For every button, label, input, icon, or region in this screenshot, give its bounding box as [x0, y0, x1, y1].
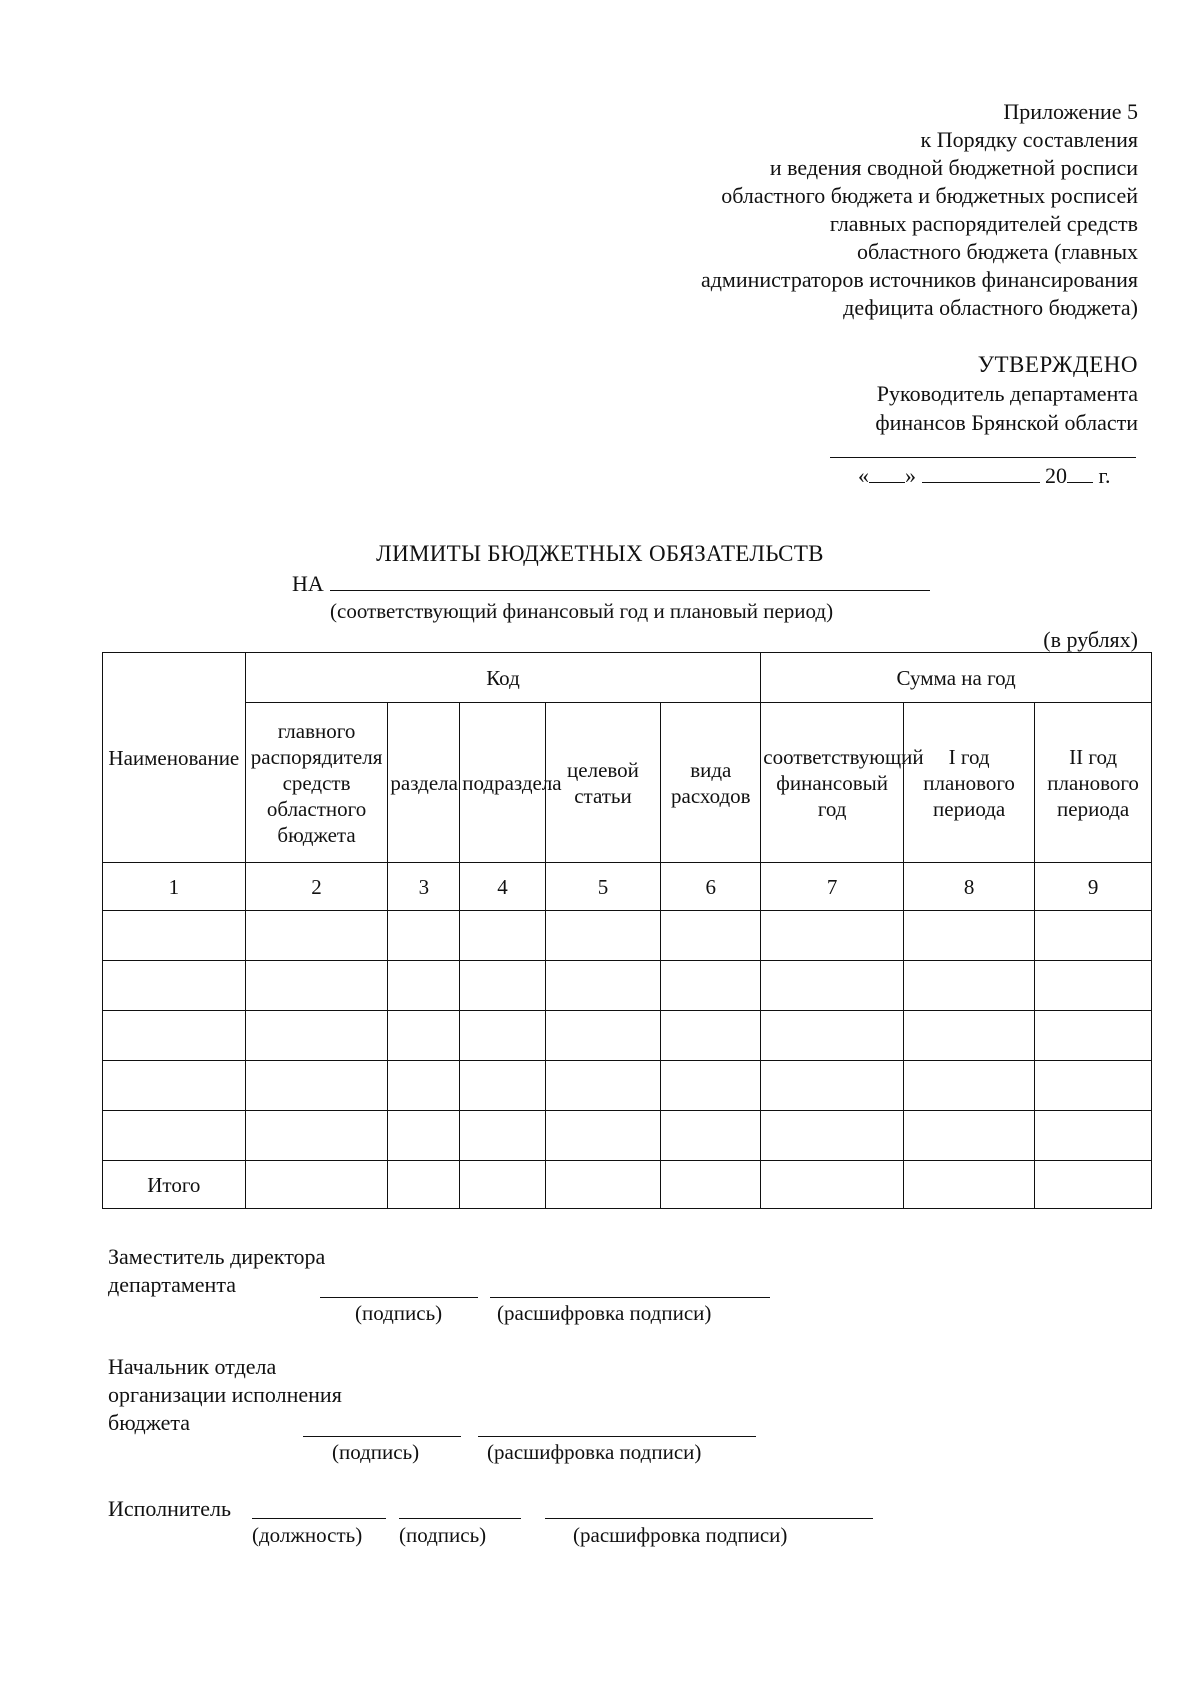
table-cell[interactable]	[761, 1111, 904, 1161]
column-number: 7	[761, 863, 904, 911]
header-row-groups	[103, 653, 1152, 703]
appendix-line: Приложение 5	[1003, 99, 1138, 124]
table-cell[interactable]	[545, 1111, 661, 1161]
table-cell[interactable]	[904, 1061, 1035, 1111]
header-row-columns	[103, 703, 1152, 863]
executor-sign-caption: (подпись)	[399, 1523, 487, 1547]
table-cell[interactable]	[245, 1011, 388, 1061]
head-label-line: Начальник отдела	[108, 1354, 277, 1379]
header-section: раздела	[388, 703, 460, 863]
table-cell[interactable]	[904, 1011, 1035, 1061]
table-cell[interactable]	[245, 1061, 388, 1111]
appendix-line: областного бюджета (главных	[857, 239, 1138, 264]
deputy-decode-caption: (расшифровка подписи)	[497, 1301, 712, 1325]
total-row	[103, 1161, 1152, 1209]
table-cell[interactable]	[388, 1161, 460, 1209]
header-plan-year-2: II год планового периода	[1035, 703, 1152, 863]
column-number: 9	[1035, 863, 1152, 911]
approver-organization: финансов Брянской области	[875, 410, 1138, 435]
table-cell[interactable]	[103, 1111, 246, 1161]
table-cell[interactable]	[545, 1011, 661, 1061]
executor-signature-line[interactable]	[399, 1518, 521, 1519]
period-label: НА	[292, 571, 324, 596]
table-cell[interactable]	[1035, 961, 1152, 1011]
table-cell[interactable]	[545, 911, 661, 961]
appendix-line: и ведения сводной бюджетной росписи	[769, 155, 1138, 180]
table-cell[interactable]	[245, 1161, 388, 1209]
table-cell[interactable]	[545, 961, 661, 1011]
executor-label: Исполнитель	[108, 1496, 232, 1521]
table-cell[interactable]	[245, 961, 388, 1011]
table-cell[interactable]	[460, 961, 545, 1011]
approver-position: Руководитель департамента	[876, 381, 1138, 406]
table-row	[103, 1111, 1152, 1161]
table-cell[interactable]	[103, 961, 246, 1011]
table-cell[interactable]	[103, 1011, 246, 1061]
date-day-field[interactable]	[869, 462, 905, 483]
table-row	[103, 911, 1152, 961]
table-cell[interactable]	[388, 961, 460, 1011]
table-cell[interactable]	[761, 961, 904, 1011]
date-year-suffix: г.	[1098, 463, 1111, 488]
table-cell[interactable]	[661, 1161, 761, 1209]
approval-date	[858, 462, 1111, 490]
deputy-director-label	[108, 1243, 325, 1299]
table-cell[interactable]	[545, 1061, 661, 1111]
table-cell[interactable]	[388, 1011, 460, 1061]
approval-title: УТВЕРЖДЕНО	[977, 352, 1138, 377]
table-cell[interactable]	[388, 911, 460, 961]
table-cell[interactable]	[1035, 911, 1152, 961]
table-cell[interactable]	[1035, 1061, 1152, 1111]
deputy-label-line: департамента	[108, 1272, 236, 1297]
table-cell[interactable]	[460, 911, 545, 961]
appendix-line: главных распорядителей средств	[829, 211, 1138, 236]
header-code-group: Код	[245, 653, 761, 703]
deputy-decode-line[interactable]	[490, 1297, 770, 1298]
head-signature-line[interactable]	[303, 1436, 461, 1437]
table-cell[interactable]	[904, 911, 1035, 961]
table-cell[interactable]	[460, 1011, 545, 1061]
head-label-line: бюджета	[108, 1410, 191, 1435]
head-decode-line[interactable]	[478, 1436, 756, 1437]
date-year-field[interactable]	[1067, 462, 1093, 483]
column-number: 3	[388, 863, 460, 911]
table-cell[interactable]	[388, 1111, 460, 1161]
column-number: 2	[245, 863, 388, 911]
header-main-manager: главного распорядителя средств областного бюджета	[245, 703, 388, 863]
table-cell[interactable]	[460, 1161, 545, 1209]
table-row	[103, 1011, 1152, 1061]
table-cell[interactable]	[661, 1011, 761, 1061]
table-cell[interactable]	[245, 1111, 388, 1161]
table-cell[interactable]	[103, 911, 246, 961]
period-row	[292, 568, 930, 598]
column-number: 6	[661, 863, 761, 911]
header-subsection: подраздела	[460, 703, 545, 863]
table-cell[interactable]	[1035, 1111, 1152, 1161]
column-number: 1	[103, 863, 246, 911]
table-cell[interactable]	[761, 1061, 904, 1111]
table-cell[interactable]	[761, 1161, 904, 1209]
period-field[interactable]	[330, 568, 930, 591]
table-cell[interactable]	[661, 1061, 761, 1111]
header-current-year: соответствующий финансовый год	[761, 703, 904, 863]
table-cell[interactable]	[904, 1161, 1035, 1209]
units-label: (в рублях)	[1043, 627, 1138, 652]
date-quote-open: «	[858, 463, 869, 488]
approval-block	[875, 350, 1138, 437]
head-sign-caption: (подпись)	[332, 1440, 420, 1464]
table-cell[interactable]	[460, 1061, 545, 1111]
deputy-label-line: Заместитель директора	[108, 1244, 326, 1269]
table-row	[103, 1061, 1152, 1111]
period-caption: (соответствующий финансовый год и плановый период)	[330, 599, 834, 623]
deputy-sign-caption: (подпись)	[355, 1301, 443, 1325]
appendix-line: к Порядку составления	[920, 127, 1138, 152]
document-title: ЛИМИТЫ БЮДЖЕТНЫХ ОБЯЗАТЕЛЬСТВ	[376, 541, 824, 566]
executor-position-caption: (должность)	[252, 1523, 363, 1547]
head-of-department-label	[108, 1353, 342, 1437]
table-cell[interactable]	[661, 1111, 761, 1161]
table-cell[interactable]	[1035, 1161, 1152, 1209]
executor-position-line[interactable]	[252, 1518, 386, 1519]
executor-decode-line[interactable]	[545, 1518, 873, 1519]
appendix-line: областного бюджета и бюджетных росписей	[721, 183, 1138, 208]
column-number: 5	[545, 863, 661, 911]
limits-table	[102, 652, 1152, 1209]
table-cell[interactable]	[661, 961, 761, 1011]
table-cell[interactable]	[1035, 1011, 1152, 1061]
table-cell[interactable]	[388, 1061, 460, 1111]
head-decode-caption: (расшифровка подписи)	[487, 1440, 702, 1464]
approver-signature-line[interactable]	[830, 457, 1136, 458]
date-year-prefix: 20	[1045, 463, 1067, 488]
deputy-signature-line[interactable]	[320, 1297, 478, 1298]
date-quote-close: »	[905, 463, 916, 488]
appendix-block	[701, 98, 1138, 322]
total-label: Итого	[103, 1161, 246, 1209]
table-cell[interactable]	[904, 1111, 1035, 1161]
header-target-item: целевой статьи	[545, 703, 661, 863]
column-number: 4	[460, 863, 545, 911]
appendix-line: администраторов источников финансирования	[700, 267, 1138, 292]
header-name: Наименование	[103, 653, 246, 863]
table-row	[103, 961, 1152, 1011]
executor-decode-caption: (расшифровка подписи)	[573, 1523, 788, 1547]
table-cell[interactable]	[103, 1061, 246, 1111]
table-cell[interactable]	[245, 911, 388, 961]
header-plan-year-1: I год планового периода	[904, 703, 1035, 863]
head-label-line: организации исполнения	[108, 1382, 342, 1407]
table-cell[interactable]	[761, 1011, 904, 1061]
table-cell[interactable]	[545, 1161, 661, 1209]
table-cell[interactable]	[761, 911, 904, 961]
table-cell[interactable]	[661, 911, 761, 961]
column-number: 8	[904, 863, 1035, 911]
header-sum-group: Сумма на год	[761, 653, 1152, 703]
date-month-field[interactable]	[922, 462, 1040, 483]
table-cell[interactable]	[904, 961, 1035, 1011]
appendix-line: дефицита областного бюджета)	[843, 295, 1138, 320]
header-expense-type: вида расходов	[661, 703, 761, 863]
column-numbers-row	[103, 863, 1152, 911]
table-cell[interactable]	[460, 1111, 545, 1161]
